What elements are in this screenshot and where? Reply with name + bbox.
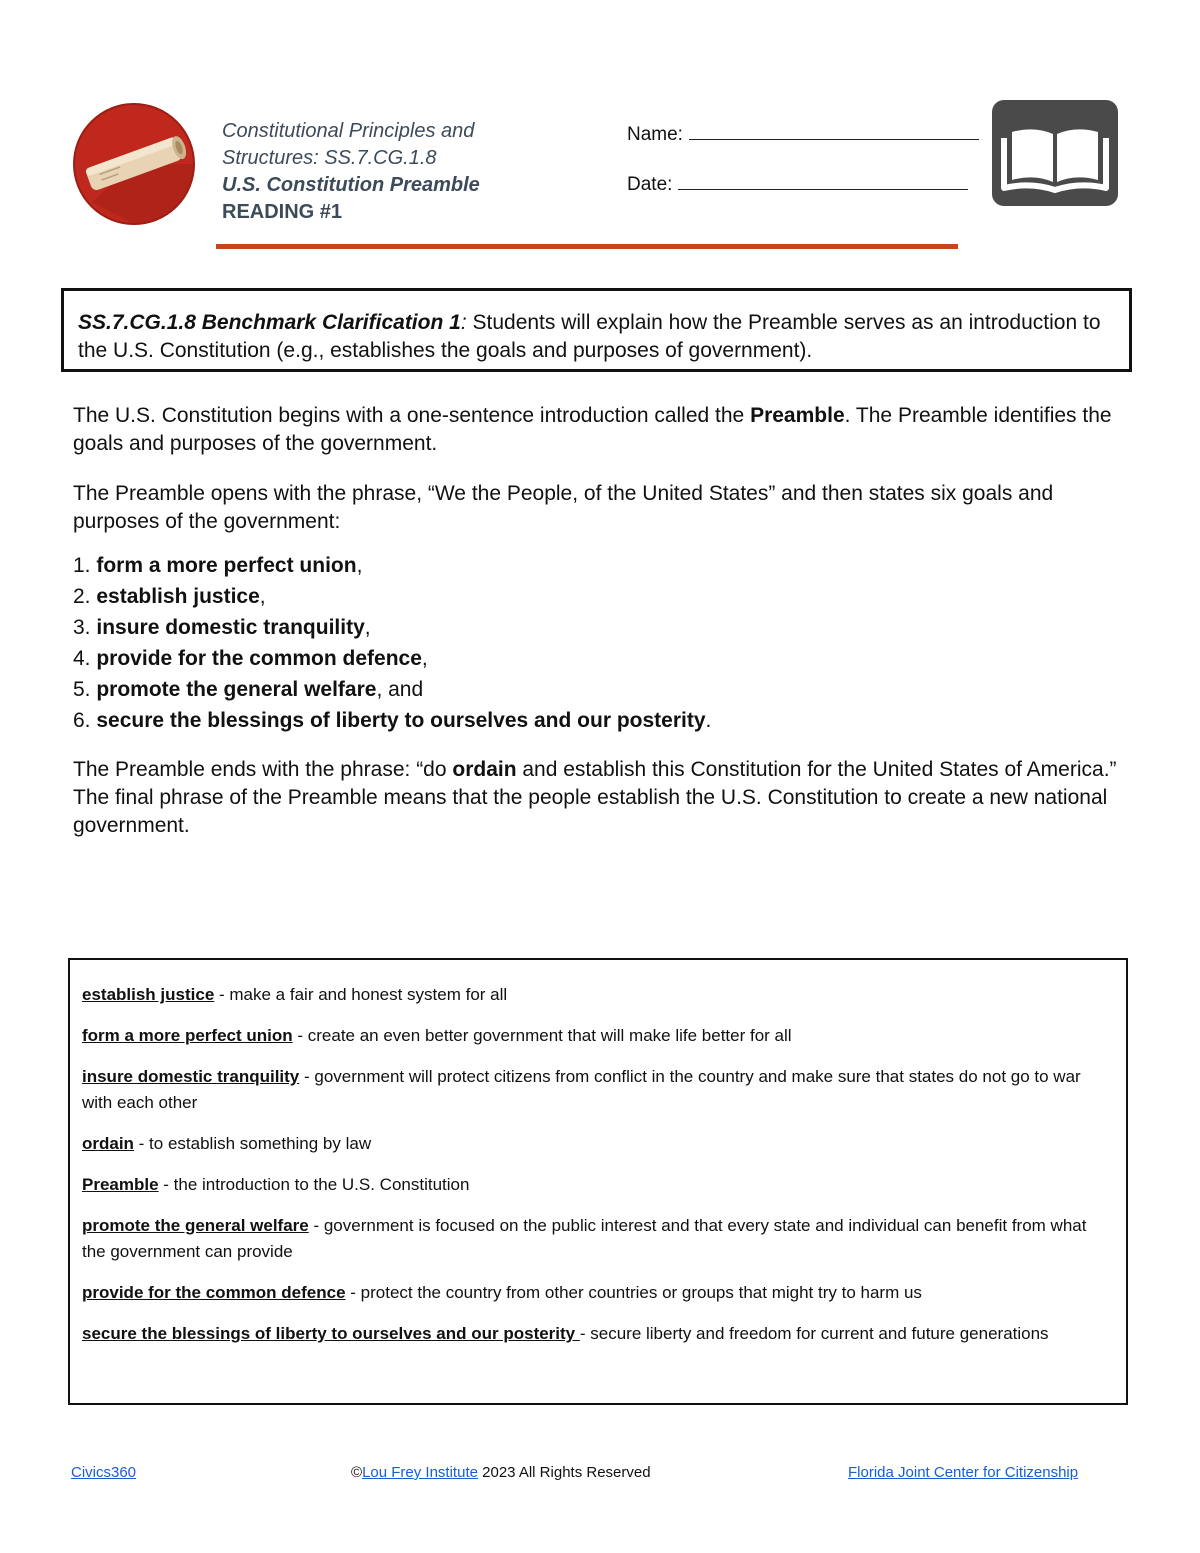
open-book-icon (990, 98, 1120, 208)
p1-bold: Preamble (750, 404, 845, 427)
reading-content (73, 402, 1133, 840)
glossary-term: form a more perfect union (82, 1026, 293, 1045)
name-label: Name: (627, 124, 683, 145)
p3-text-a: The Preamble ends with the phrase: “do (73, 758, 453, 781)
page-subtitle: U.S. Constitution Preamble (222, 174, 480, 196)
glossary-definition: - to establish something by law (133, 1134, 372, 1153)
glossary-definition: - make a fair and honest system for all (214, 985, 508, 1004)
paragraph-1 (73, 402, 1133, 458)
title-line-1: Constitutional Principles and (222, 120, 475, 142)
goal-after: , (259, 585, 266, 608)
goal-text: provide for the common defence (96, 647, 422, 670)
accent-rule (216, 244, 958, 249)
footer-right (848, 1464, 1078, 1481)
title-line-2: Structures: SS.7.CG.1.8 (222, 147, 437, 169)
p3-text-b: and establish this Constitution for the United States of America.” The final phrase of the Preamble means that the people establish the U.S. Constitution to create a new national government. (73, 758, 1117, 837)
glossary-definition: - government is focused on the public interest and that every state and individual can benefit from what the government can provide (82, 1216, 1087, 1261)
glossary-definition: - secure liberty and freedom for current and future generations (579, 1324, 1049, 1343)
copyright-symbol: © (351, 1464, 363, 1481)
list-item (73, 612, 1133, 643)
goal-text: insure domestic tranquility (96, 616, 365, 639)
glossary-entry (82, 1064, 1114, 1116)
footer-center (351, 1464, 651, 1481)
list-item (73, 643, 1133, 674)
copyright-text: 2023 All Rights Reserved (477, 1464, 651, 1481)
glossary-term: promote the general welfare (82, 1216, 309, 1235)
goal-text: secure the blessings of liberty to ourselves and our posterity (96, 709, 706, 732)
glossary-term: Preamble (82, 1175, 159, 1194)
goal-after: . (705, 709, 712, 732)
title-block (222, 118, 602, 226)
paragraph-2: The Preamble opens with the phrase, “We the People, of the United States” and then states six goals and purposes of the government: (73, 482, 1054, 533)
glossary-term: provide for the common defence (82, 1283, 346, 1302)
goal-after: , and (376, 678, 424, 701)
civics360-link[interactable]: Civics360 (71, 1464, 137, 1481)
glossary-term: secure the blessings of liberty to ourselves and our posterity (82, 1324, 580, 1343)
goal-text: form a more perfect union (96, 554, 357, 577)
goal-after: , (421, 647, 428, 670)
glossary-entry (82, 982, 1114, 1008)
glossary-definition: - the introduction to the U.S. Constitution (158, 1175, 470, 1194)
lou-frey-institute-link[interactable]: Lou Frey Institute (362, 1464, 478, 1481)
glossary-box (68, 958, 1128, 1405)
goal-num: 3. (73, 616, 97, 639)
footer-left (71, 1464, 136, 1481)
glossary-term: insure domestic tranquility (82, 1067, 300, 1086)
glossary-entry (82, 1280, 1114, 1306)
goal-num: 5. (73, 678, 97, 701)
glossary-entry (82, 1213, 1114, 1265)
list-item (73, 581, 1133, 612)
glossary-term: establish justice (82, 985, 215, 1004)
name-line[interactable] (689, 120, 979, 140)
goal-num: 2. (73, 585, 97, 608)
glossary-definition: - government will protect citizens from conflict in the country and make sure that states do not go to war with each other (82, 1067, 1081, 1112)
goals-list (73, 550, 1133, 736)
p3-bold: ordain (452, 758, 517, 781)
glossary-entry (82, 1023, 1114, 1049)
name-field[interactable] (627, 120, 979, 146)
reading-label: READING #1 (222, 201, 343, 223)
p1-text-b: . The Preamble identifies the goals and purposes of the government. (73, 404, 1112, 455)
list-item (73, 705, 1133, 736)
glossary-definition: - protect the country from other countries or groups that might try to harm us (345, 1283, 922, 1302)
list-item (73, 674, 1133, 705)
date-line[interactable] (678, 170, 968, 190)
goal-after: , (364, 616, 371, 639)
date-label: Date: (627, 174, 673, 195)
benchmark-code: SS.7.CG.1.8 Benchmark Clarification 1 (78, 311, 461, 334)
glossary-term: ordain (82, 1134, 134, 1153)
date-field[interactable] (627, 170, 968, 196)
p1-text-a: The U.S. Constitution begins with a one-sentence introduction called the (73, 404, 751, 427)
list-item (73, 550, 1133, 581)
goal-after: , (356, 554, 363, 577)
goal-num: 4. (73, 647, 97, 670)
glossary-entry (82, 1172, 1114, 1198)
paragraph-3 (73, 756, 1133, 840)
benchmark-text: Students will explain how the Preamble serves as an introduction to the U.S. Constitution (e.g., establishes the goals and purposes of government). (78, 311, 1101, 362)
benchmark-colon: : (460, 311, 467, 334)
scroll-logo-icon (72, 102, 196, 226)
glossary-entry (82, 1321, 1114, 1347)
goal-num: 1. (73, 554, 97, 577)
goal-text: promote the general welfare (96, 678, 377, 701)
goal-num: 6. (73, 709, 97, 732)
glossary-definition: - create an even better government that will make life better for all (292, 1026, 792, 1045)
fjcc-link[interactable]: Florida Joint Center for Citizenship (848, 1464, 1079, 1481)
glossary-entry (82, 1131, 1114, 1157)
benchmark-box (61, 288, 1132, 372)
goal-text: establish justice (96, 585, 260, 608)
